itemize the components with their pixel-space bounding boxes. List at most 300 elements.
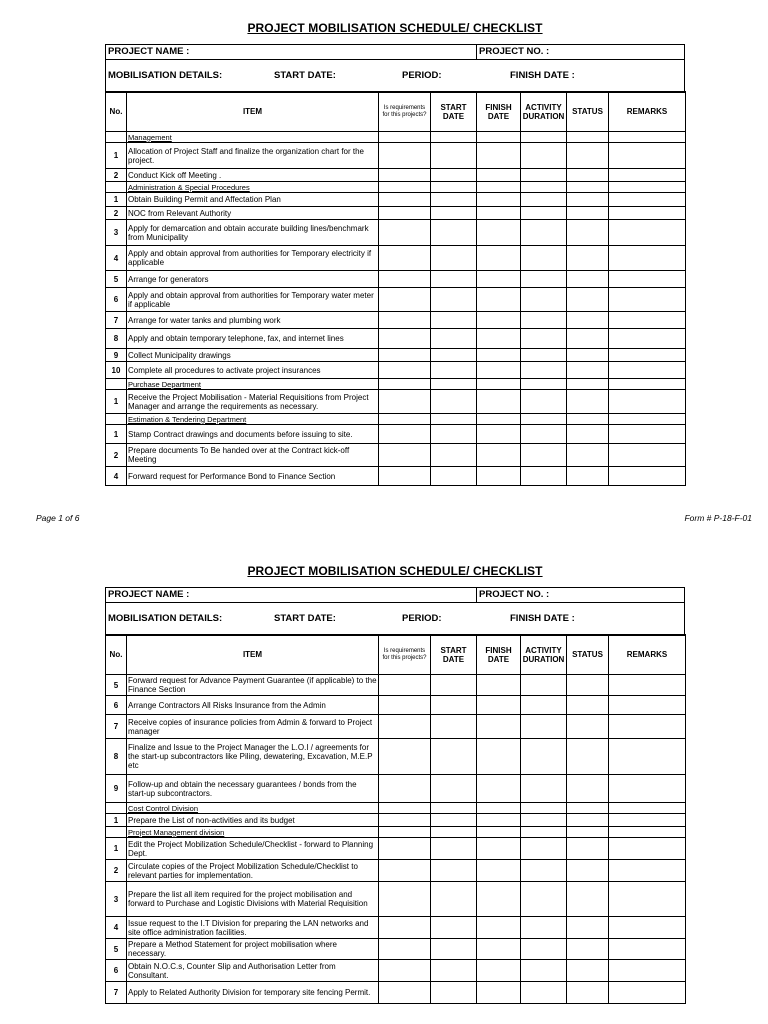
start-date-cell[interactable] [431, 143, 477, 169]
activity-duration-cell[interactable] [521, 860, 567, 882]
empty-cell [477, 803, 521, 814]
empty-cell [477, 182, 521, 193]
item-number: 7 [106, 715, 127, 739]
activity-duration-cell[interactable] [521, 882, 567, 917]
finish-date-cell[interactable] [477, 696, 521, 715]
start-date-cell[interactable] [431, 246, 477, 271]
empty-cell [609, 379, 686, 390]
finish-date-cell[interactable] [477, 425, 521, 444]
col-no: No. [106, 92, 127, 132]
item-description: Stamp Contract drawings and documents before issuing to site. [127, 425, 379, 444]
start-date-cell[interactable] [431, 193, 477, 207]
item-description: Forward request for Performance Bond to Finance Section [127, 467, 379, 486]
remarks-cell[interactable] [609, 739, 686, 775]
section-row [106, 414, 686, 425]
item-number: 6 [106, 696, 127, 715]
activity-duration-cell[interactable] [521, 939, 567, 960]
empty-cell [379, 803, 431, 814]
requirements-cell[interactable] [379, 312, 431, 329]
item-description: Prepare the List of non-activities and its budget [127, 814, 379, 827]
start-date-cell[interactable] [431, 939, 477, 960]
remarks-cell[interactable] [609, 675, 686, 696]
table-row [106, 143, 686, 169]
requirements-cell[interactable] [379, 467, 431, 486]
mobilisation-details-label: MOBILISATION DETAILS: [108, 70, 223, 81]
item-number: 4 [106, 467, 127, 486]
activity-duration-cell[interactable] [521, 814, 567, 827]
col-finish-date: FINISH DATE [477, 635, 521, 675]
status-cell[interactable] [567, 939, 609, 960]
item-description: Apply for demarcation and obtain accurate building lines/benchmark from Municipality [127, 220, 379, 246]
divider [476, 588, 477, 602]
finish-date-cell[interactable] [477, 917, 521, 939]
activity-duration-cell[interactable] [521, 960, 567, 982]
status-cell[interactable] [567, 143, 609, 169]
remarks-cell[interactable] [609, 715, 686, 739]
activity-duration-cell[interactable] [521, 982, 567, 1004]
status-cell[interactable] [567, 739, 609, 775]
remarks-cell[interactable] [609, 960, 686, 982]
finish-date-cell[interactable] [477, 882, 521, 917]
period-label: PERIOD: [402, 70, 442, 81]
table-row [106, 838, 686, 860]
start-date-label: START DATE: [274, 613, 336, 624]
activity-duration-cell[interactable] [521, 425, 567, 444]
requirements-cell[interactable] [379, 143, 431, 169]
table-row [106, 917, 686, 939]
activity-duration-cell[interactable] [521, 220, 567, 246]
item-description: Finalize and Issue to the Project Manager the L.O.I / agreements for the start-up subcontractors like Piling, dewatering, Excavation, M.E.P etc [127, 739, 379, 775]
status-cell[interactable] [567, 169, 609, 182]
table-row [106, 696, 686, 715]
finish-date-cell[interactable] [477, 143, 521, 169]
start-date-label: START DATE: [274, 70, 336, 81]
empty-cell [609, 803, 686, 814]
status-cell[interactable] [567, 390, 609, 414]
start-date-cell[interactable] [431, 425, 477, 444]
section-no-cell [106, 414, 127, 425]
section-row [106, 132, 686, 143]
empty-cell [609, 132, 686, 143]
item-description: Circulate copies of the Project Mobilization Schedule/Checklist to relevant parties for implementation. [127, 860, 379, 882]
status-cell[interactable] [567, 207, 609, 220]
col-remarks: REMARKS [609, 92, 686, 132]
remarks-cell[interactable] [609, 882, 686, 917]
activity-duration-cell[interactable] [521, 362, 567, 379]
item-number: 4 [106, 917, 127, 939]
remarks-cell[interactable] [609, 143, 686, 169]
activity-duration-cell[interactable] [521, 288, 567, 312]
activity-duration-cell[interactable] [521, 467, 567, 486]
empty-cell [567, 182, 609, 193]
status-cell[interactable] [567, 444, 609, 467]
activity-duration-cell[interactable] [521, 143, 567, 169]
requirements-cell[interactable] [379, 982, 431, 1004]
start-date-cell[interactable] [431, 362, 477, 379]
requirements-cell[interactable] [379, 939, 431, 960]
activity-duration-cell[interactable] [521, 207, 567, 220]
activity-duration-cell[interactable] [521, 838, 567, 860]
requirements-cell[interactable] [379, 814, 431, 827]
item-description: Arrange for generators [127, 271, 379, 288]
start-date-cell[interactable] [431, 467, 477, 486]
requirements-cell[interactable] [379, 169, 431, 182]
empty-cell [521, 414, 567, 425]
item-description: NOC from Relevant Authority [127, 207, 379, 220]
finish-date-cell[interactable] [477, 169, 521, 182]
requirements-cell[interactable] [379, 246, 431, 271]
section-heading: Cost Control Division [127, 803, 379, 814]
activity-duration-cell[interactable] [521, 169, 567, 182]
finish-date-cell[interactable] [477, 362, 521, 379]
status-cell[interactable] [567, 220, 609, 246]
section-no-cell [106, 132, 127, 143]
col-item: ITEM [127, 635, 379, 675]
col-start-date: START DATE [431, 635, 477, 675]
start-date-cell[interactable] [431, 696, 477, 715]
remarks-cell[interactable] [609, 288, 686, 312]
item-number: 2 [106, 207, 127, 220]
project-header-box [105, 44, 685, 93]
status-cell[interactable] [567, 193, 609, 207]
remarks-cell[interactable] [609, 329, 686, 349]
item-description: Apply to Related Authority Division for temporary site fencing Permit. [127, 982, 379, 1004]
finish-date-cell[interactable] [477, 207, 521, 220]
activity-duration-cell[interactable] [521, 349, 567, 362]
status-cell[interactable] [567, 467, 609, 486]
activity-duration-cell[interactable] [521, 390, 567, 414]
start-date-cell[interactable] [431, 715, 477, 739]
item-description: Apply and obtain approval from authorities for Temporary water meter if applicable [127, 288, 379, 312]
status-cell[interactable] [567, 425, 609, 444]
empty-cell [567, 803, 609, 814]
section-no-cell [106, 827, 127, 838]
finish-date-cell[interactable] [477, 814, 521, 827]
status-cell[interactable] [567, 775, 609, 803]
remarks-cell[interactable] [609, 982, 686, 1004]
section-heading: Purchase Department [127, 379, 379, 390]
col-status: STATUS [567, 92, 609, 132]
table-row [106, 675, 686, 696]
table-row [106, 425, 686, 444]
item-number: 1 [106, 838, 127, 860]
item-number: 8 [106, 329, 127, 349]
table-row [106, 246, 686, 271]
requirements-cell[interactable] [379, 362, 431, 379]
item-description: Prepare a Method Statement for project mobilisation where necessary. [127, 939, 379, 960]
requirements-cell[interactable] [379, 390, 431, 414]
table-row [106, 193, 686, 207]
empty-cell [521, 182, 567, 193]
activity-duration-cell[interactable] [521, 444, 567, 467]
start-date-cell[interactable] [431, 675, 477, 696]
finish-date-cell[interactable] [477, 715, 521, 739]
status-cell[interactable] [567, 675, 609, 696]
finish-date-cell[interactable] [477, 444, 521, 467]
requirements-cell[interactable] [379, 960, 431, 982]
table-row [106, 362, 686, 379]
requirements-cell[interactable] [379, 675, 431, 696]
start-date-cell[interactable] [431, 349, 477, 362]
start-date-cell[interactable] [431, 814, 477, 827]
empty-cell [477, 379, 521, 390]
status-cell[interactable] [567, 329, 609, 349]
finish-date-cell[interactable] [477, 960, 521, 982]
empty-cell [379, 182, 431, 193]
status-cell[interactable] [567, 715, 609, 739]
finish-date-cell[interactable] [477, 288, 521, 312]
status-cell[interactable] [567, 362, 609, 379]
status-cell[interactable] [567, 814, 609, 827]
start-date-cell[interactable] [431, 271, 477, 288]
start-date-cell[interactable] [431, 982, 477, 1004]
activity-duration-cell[interactable] [521, 246, 567, 271]
item-description: Issue request to the I.T Division for preparing the LAN networks and site office administration facilities. [127, 917, 379, 939]
activity-duration-cell[interactable] [521, 739, 567, 775]
section-heading: Management [127, 132, 379, 143]
activity-duration-cell[interactable] [521, 271, 567, 288]
status-cell[interactable] [567, 696, 609, 715]
finish-date-cell[interactable] [477, 939, 521, 960]
status-cell[interactable] [567, 246, 609, 271]
start-date-cell[interactable] [431, 917, 477, 939]
remarks-cell[interactable] [609, 814, 686, 827]
table-row [106, 349, 686, 362]
table-row [106, 860, 686, 882]
start-date-cell[interactable] [431, 739, 477, 775]
item-number: 6 [106, 960, 127, 982]
start-date-cell[interactable] [431, 329, 477, 349]
status-cell[interactable] [567, 882, 609, 917]
section-no-cell [106, 803, 127, 814]
col-no: No. [106, 635, 127, 675]
section-row [106, 803, 686, 814]
project-no-label: PROJECT NO. : [479, 46, 550, 57]
requirements-cell[interactable] [379, 775, 431, 803]
start-date-cell[interactable] [431, 288, 477, 312]
requirements-cell[interactable] [379, 425, 431, 444]
finish-date-cell[interactable] [477, 982, 521, 1004]
status-cell[interactable] [567, 860, 609, 882]
item-number: 6 [106, 288, 127, 312]
remarks-cell[interactable] [609, 207, 686, 220]
finish-date-cell[interactable] [477, 329, 521, 349]
finish-date-cell[interactable] [477, 246, 521, 271]
remarks-cell[interactable] [609, 775, 686, 803]
requirements-cell[interactable] [379, 882, 431, 917]
empty-cell [609, 414, 686, 425]
status-cell[interactable] [567, 960, 609, 982]
remarks-cell[interactable] [609, 696, 686, 715]
item-number: 4 [106, 246, 127, 271]
remarks-cell[interactable] [609, 362, 686, 379]
empty-cell [431, 827, 477, 838]
start-date-cell[interactable] [431, 882, 477, 917]
finish-date-cell[interactable] [477, 775, 521, 803]
start-date-cell[interactable] [431, 207, 477, 220]
checklist-table [105, 91, 686, 486]
remarks-cell[interactable] [609, 917, 686, 939]
start-date-cell[interactable] [431, 960, 477, 982]
item-description: Conduct Kick off Meeting . [127, 169, 379, 182]
activity-duration-cell[interactable] [521, 312, 567, 329]
status-cell[interactable] [567, 271, 609, 288]
finish-date-cell[interactable] [477, 349, 521, 362]
section-heading: Administration & Special Procedures [127, 182, 379, 193]
requirements-cell[interactable] [379, 288, 431, 312]
section-heading: Estimation & Tendering Department [127, 414, 379, 425]
start-date-cell[interactable] [431, 444, 477, 467]
item-number: 5 [106, 675, 127, 696]
activity-duration-cell[interactable] [521, 696, 567, 715]
table-row [106, 220, 686, 246]
start-date-cell[interactable] [431, 220, 477, 246]
finish-date-cell[interactable] [477, 390, 521, 414]
remarks-cell[interactable] [609, 838, 686, 860]
empty-cell [567, 414, 609, 425]
empty-cell [431, 132, 477, 143]
requirements-cell[interactable] [379, 696, 431, 715]
item-description: Allocation of Project Staff and finalize the organization chart for the project. [127, 143, 379, 169]
finish-date-cell[interactable] [477, 838, 521, 860]
start-date-cell[interactable] [431, 860, 477, 882]
project-header-row [106, 588, 684, 603]
empty-cell [609, 182, 686, 193]
table-header-row [106, 92, 686, 132]
empty-cell [379, 827, 431, 838]
finish-date-label: FINISH DATE : [510, 613, 575, 624]
requirements-cell[interactable] [379, 739, 431, 775]
remarks-cell[interactable] [609, 425, 686, 444]
remarks-cell[interactable] [609, 467, 686, 486]
item-description: Arrange Contractors All Risks Insurance from the Admin [127, 696, 379, 715]
start-date-cell[interactable] [431, 312, 477, 329]
requirements-cell[interactable] [379, 860, 431, 882]
activity-duration-cell[interactable] [521, 715, 567, 739]
requirements-cell[interactable] [379, 329, 431, 349]
table-row [106, 390, 686, 414]
activity-duration-cell[interactable] [521, 775, 567, 803]
status-cell[interactable] [567, 349, 609, 362]
item-description: Prepare the list all item required for the project mobilisation and forward to Purchase and Logistic Divisions with Material Requisition [127, 882, 379, 917]
finish-date-cell[interactable] [477, 271, 521, 288]
requirements-cell[interactable] [379, 349, 431, 362]
empty-cell [521, 827, 567, 838]
section-heading: Project Management division [127, 827, 379, 838]
item-description: Obtain N.O.C.s, Counter Slip and Authorisation Letter from Consultant. [127, 960, 379, 982]
remarks-cell[interactable] [609, 169, 686, 182]
status-cell[interactable] [567, 838, 609, 860]
table-header-row [106, 635, 686, 675]
item-number: 1 [106, 143, 127, 169]
project-no-label: PROJECT NO. : [479, 589, 550, 600]
finish-date-cell[interactable] [477, 312, 521, 329]
requirements-cell[interactable] [379, 193, 431, 207]
remarks-cell[interactable] [609, 860, 686, 882]
item-number: 1 [106, 193, 127, 207]
item-number: 2 [106, 169, 127, 182]
col-status: STATUS [567, 635, 609, 675]
item-number: 3 [106, 220, 127, 246]
item-number: 1 [106, 814, 127, 827]
item-number: 3 [106, 882, 127, 917]
remarks-cell[interactable] [609, 312, 686, 329]
table-row [106, 982, 686, 1004]
section-no-cell [106, 379, 127, 390]
finish-date-cell[interactable] [477, 193, 521, 207]
page-title: PROJECT MOBILISATION SCHEDULE/ CHECKLIST [247, 21, 543, 35]
empty-cell [431, 379, 477, 390]
item-description: Apply and obtain approval from authorities for Temporary electricity if applicable [127, 246, 379, 271]
checklist-table [105, 634, 686, 1004]
requirements-cell[interactable] [379, 444, 431, 467]
remarks-cell[interactable] [609, 444, 686, 467]
table-row [106, 288, 686, 312]
empty-cell [431, 803, 477, 814]
remarks-cell[interactable] [609, 246, 686, 271]
finish-date-cell[interactable] [477, 739, 521, 775]
remarks-cell[interactable] [609, 939, 686, 960]
item-description: Prepare documents To Be handed over at the Contract kick-off Meeting [127, 444, 379, 467]
activity-duration-cell[interactable] [521, 329, 567, 349]
section-row [106, 379, 686, 390]
remarks-cell[interactable] [609, 271, 686, 288]
divider [476, 45, 477, 59]
finish-date-label: FINISH DATE : [510, 70, 575, 81]
activity-duration-cell[interactable] [521, 193, 567, 207]
requirements-cell[interactable] [379, 715, 431, 739]
item-description: Receive the Project Mobilisation - Material Requisitions from Project Manager and arrange the requirements as necessary. [127, 390, 379, 414]
col-finish-date: FINISH DATE [477, 92, 521, 132]
col-remarks: REMARKS [609, 635, 686, 675]
remarks-cell[interactable] [609, 349, 686, 362]
status-cell[interactable] [567, 917, 609, 939]
activity-duration-cell[interactable] [521, 675, 567, 696]
start-date-cell[interactable] [431, 169, 477, 182]
status-cell[interactable] [567, 288, 609, 312]
section-row [106, 182, 686, 193]
requirements-cell[interactable] [379, 917, 431, 939]
project-name-label: PROJECT NAME : [108, 46, 190, 57]
item-number: 1 [106, 425, 127, 444]
requirements-cell[interactable] [379, 838, 431, 860]
table-row [106, 814, 686, 827]
requirements-cell[interactable] [379, 220, 431, 246]
empty-cell [477, 827, 521, 838]
remarks-cell[interactable] [609, 193, 686, 207]
table-row [106, 939, 686, 960]
requirements-cell[interactable] [379, 207, 431, 220]
start-date-cell[interactable] [431, 390, 477, 414]
start-date-cell[interactable] [431, 775, 477, 803]
finish-date-cell[interactable] [477, 675, 521, 696]
table-row [106, 271, 686, 288]
status-cell[interactable] [567, 982, 609, 1004]
remarks-cell[interactable] [609, 220, 686, 246]
finish-date-cell[interactable] [477, 467, 521, 486]
empty-cell [521, 132, 567, 143]
project-header-box [105, 587, 685, 636]
start-date-cell[interactable] [431, 838, 477, 860]
status-cell[interactable] [567, 312, 609, 329]
finish-date-cell[interactable] [477, 860, 521, 882]
requirements-cell[interactable] [379, 271, 431, 288]
remarks-cell[interactable] [609, 390, 686, 414]
empty-cell [521, 803, 567, 814]
table-row [106, 444, 686, 467]
activity-duration-cell[interactable] [521, 917, 567, 939]
finish-date-cell[interactable] [477, 220, 521, 246]
